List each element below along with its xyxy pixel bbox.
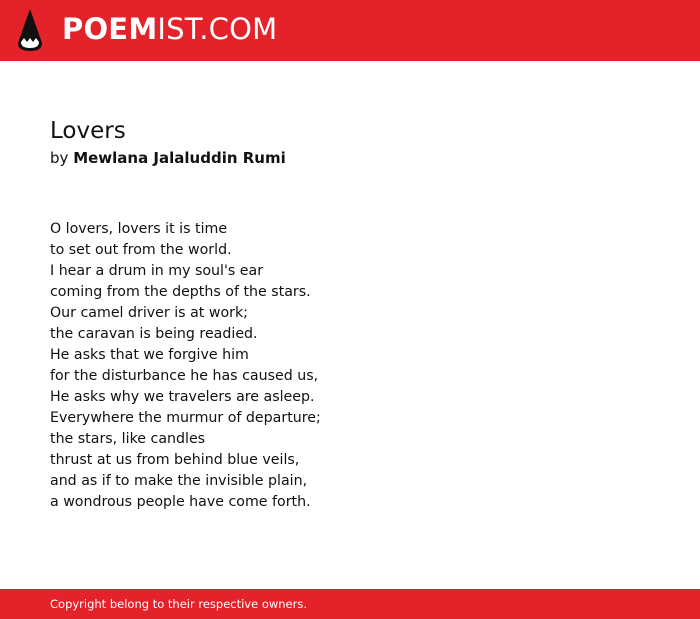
site-logo[interactable]: [62, 12, 277, 48]
poem-title: Lovers: [50, 118, 126, 144]
poem-line: Everywhere the murmur of departure;: [50, 410, 321, 426]
poem-line: a wondrous people have come forth.: [50, 494, 311, 510]
logo-bold-text: POEM: [62, 12, 158, 46]
poem-line: O lovers, lovers it is time: [50, 221, 228, 237]
poem-line: for the disturbance he has caused us,: [50, 368, 319, 384]
poem-line: the stars, like candles: [50, 431, 206, 447]
poem-line: the caravan is being readied.: [50, 326, 258, 342]
copyright-text: Copyright belong to their respective owners.: [50, 597, 308, 611]
poem-line: He asks that we forgive him: [50, 347, 249, 363]
site-header: [0, 0, 700, 61]
pencil-icon[interactable]: [18, 9, 42, 51]
poem-line: and as if to make the invisible plain,: [50, 473, 308, 489]
poem-body: [50, 219, 670, 513]
site-footer: [0, 589, 700, 619]
byline: [50, 149, 286, 167]
author-name: Mewlana Jalaluddin Rumi: [73, 149, 286, 167]
poem-line: to set out from the world.: [50, 242, 232, 258]
poem-line: I hear a drum in my soul's ear: [50, 263, 264, 279]
by-label: by: [50, 149, 69, 167]
poem-line: He asks why we travelers are asleep.: [50, 389, 315, 405]
logo-light-text: IST.COM: [157, 12, 278, 46]
poem-line: coming from the depths of the stars.: [50, 284, 311, 300]
poem-line: thrust at us from behind blue veils,: [50, 452, 300, 468]
poem-line: Our camel driver is at work;: [50, 305, 248, 321]
